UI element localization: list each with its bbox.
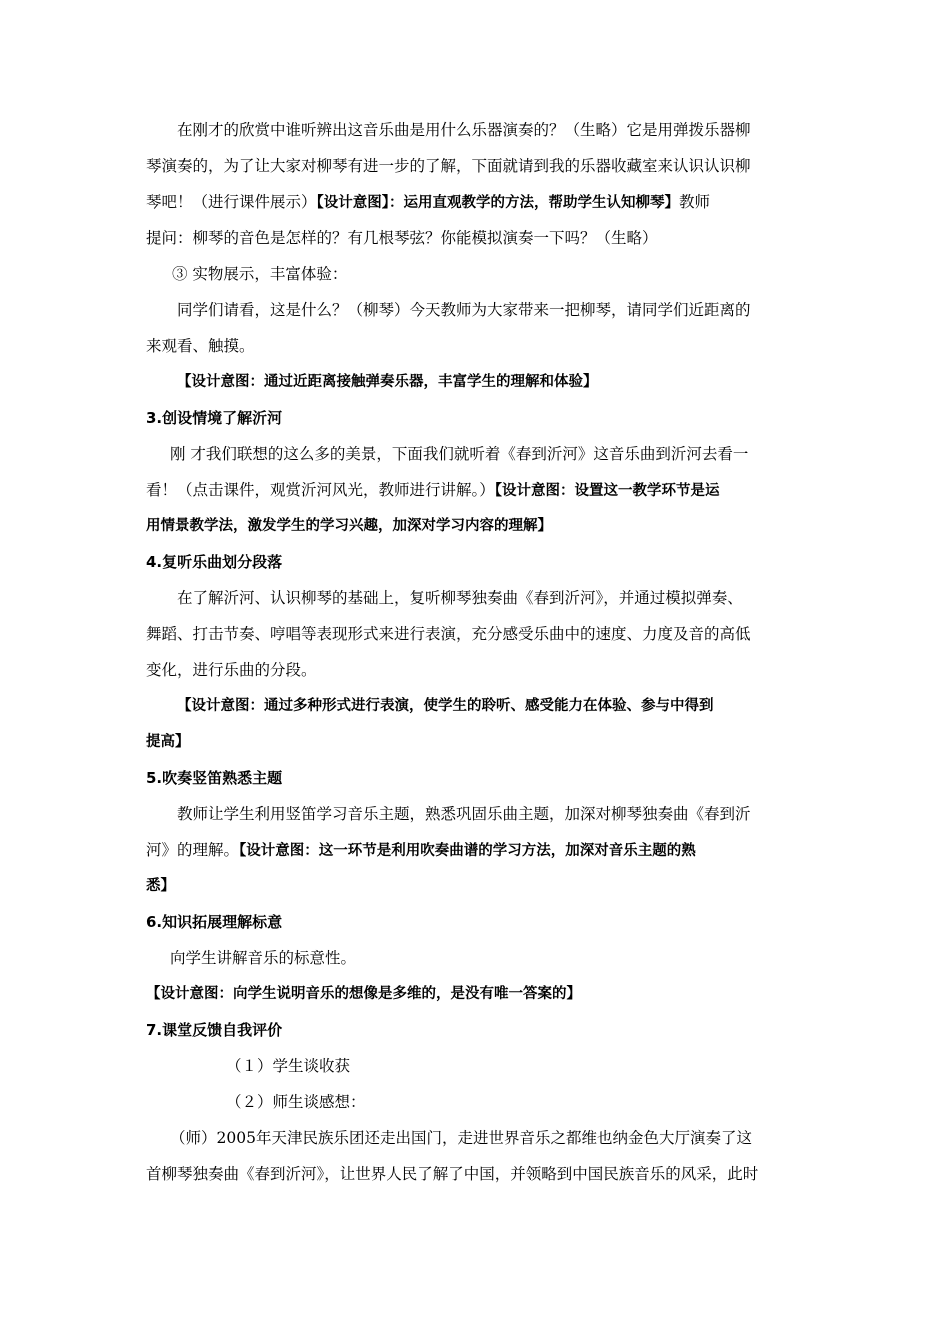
list-item: （２）师生谈感想： [226, 1093, 366, 1111]
section-heading: 7.课堂反馈自我评价 [146, 1021, 283, 1039]
paragraph-line: 同学们请看，这是什么？（柳琴）今天教师为大家带来一把柳琴，请同学们近距离的 [177, 301, 751, 319]
paragraph-text: 琴吧！（进行课件展示） [146, 193, 317, 211]
paragraph-line: 来观看、触摸。 [146, 337, 255, 355]
paragraph-line: 在了解沂河、认识柳琴的基础上，复听柳琴独奏曲《春到沂河》，并通过模拟弹奏、 [177, 589, 743, 607]
subsection-title: ③ 实物展示，丰富体验： [172, 265, 348, 283]
paragraph-line: 在刚才的欣赏中谁听辨出这音乐曲是用什么乐器演奏的？（生略）它是用弹拨乐器柳 [177, 121, 751, 139]
section-heading: 3.创设情境了解沂河 [146, 409, 283, 427]
design-intent: 【设计意图：向学生说明音乐的想像是多维的，是没有唯一答案的】 [146, 985, 581, 1002]
paragraph-line: 向学生讲解音乐的标意性。 [170, 949, 357, 967]
paragraph-line: 变化，进行乐曲的分段。 [146, 661, 317, 679]
document-page [146, 112, 806, 1192]
design-intent-inline: 【设计意图：设置这一教学环节是运 [494, 482, 720, 499]
section-heading: 4.复听乐曲划分段落 [146, 553, 283, 571]
design-intent-inline: 【设计意图】：运用直观教学的方法，帮助学生认知柳琴】 [316, 194, 680, 211]
design-intent: 提高】 [146, 733, 190, 750]
paragraph-line: 提问：柳琴的音色是怎样的？有几根琴弦？你能模拟演奏一下吗？（生略） [146, 229, 658, 247]
paragraph-line: 刚 才我们联想的这么多的美景，下面我们就听着《春到沂河》这音乐曲到沂河去看一 [170, 445, 749, 463]
paragraph-text: 河》的理解。 [146, 841, 240, 859]
paragraph-line: 首柳琴独奏曲《春到沂河》，让世界人民了解了中国，并领略到中国民族音乐的风采，此时 [146, 1165, 759, 1183]
section-heading: 5.吹奏竖笛熟悉主题 [146, 769, 283, 787]
paragraph-line [146, 184, 806, 220]
paragraph-text: 看！（点击课件，观赏沂河风光，教师进行讲解。） [146, 481, 495, 499]
paragraph-line: 琴演奏的，为了让大家对柳琴有进一步的了解，下面就请到我的乐器收藏室来认识认识柳 [146, 157, 751, 175]
design-intent: 悉】 [146, 877, 175, 894]
paragraph-line: 教师让学生利用竖笛学习音乐主题，熟悉巩固乐曲主题，加深对柳琴独奏曲《春到沂 [177, 805, 751, 823]
paragraph-line: （师）2005年天津民族乐团还走出国门，走进世界音乐之都维也纳金色大厅演奏了这 [170, 1129, 752, 1147]
list-item: （１）学生谈收获 [226, 1057, 351, 1075]
paragraph-line [146, 472, 806, 508]
paragraph-line [146, 832, 806, 868]
paragraph-text: 教师 [679, 193, 711, 211]
paragraph-line: 舞蹈、打击节奏、哼唱等表现形式来进行表演，充分感受乐曲中的速度、力度及音的高低 [146, 625, 751, 643]
section-heading: 6.知识拓展理解标意 [146, 913, 283, 931]
design-intent-inline: 【设计意图：这一环节是利用吹奏曲谱的学习方法，加深对音乐主题的熟 [239, 842, 696, 859]
design-intent: 【设计意图：通过多种形式进行表演，使学生的聆听、感受能力在体验、参与中得到 [177, 697, 714, 714]
design-intent: 用情景教学法，激发学生的学习兴趣，加深对学习内容的理解】 [146, 517, 552, 534]
design-intent: 【设计意图：通过近距离接触弹奏乐器，丰富学生的理解和体验】 [177, 373, 598, 390]
